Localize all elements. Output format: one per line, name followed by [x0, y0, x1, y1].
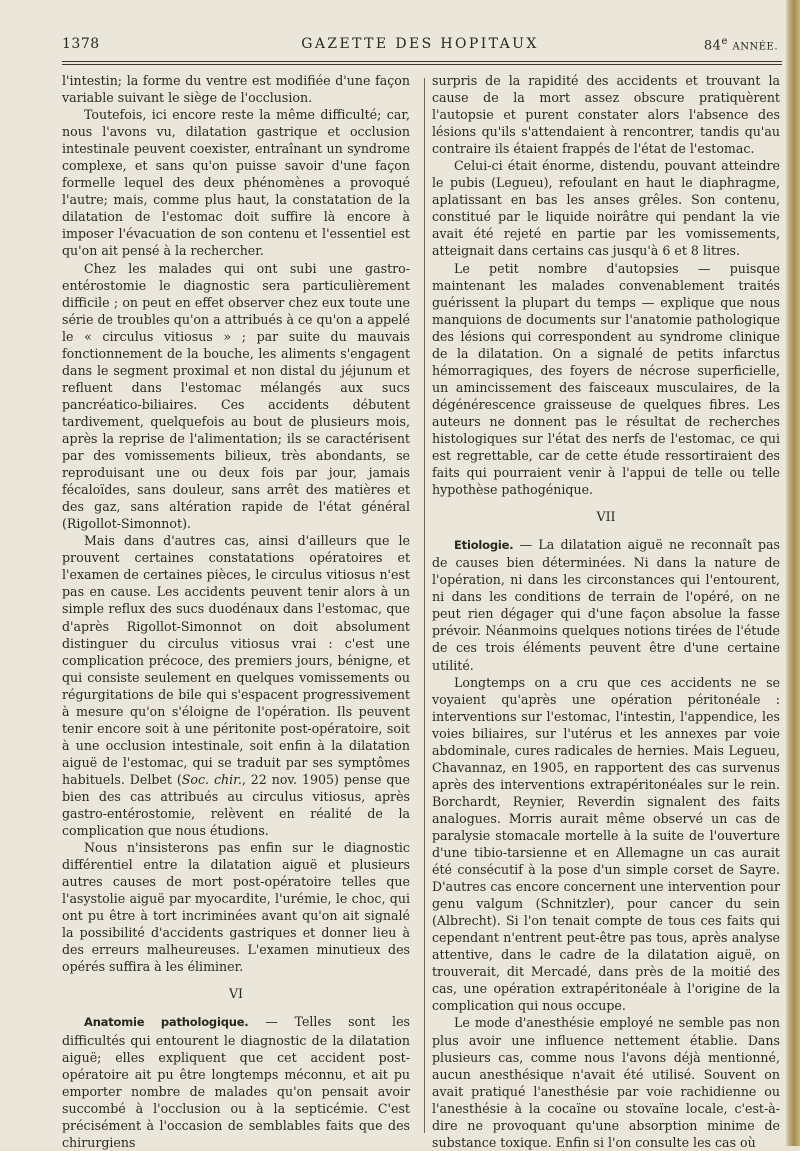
- year-number: 84: [703, 38, 722, 54]
- section-title: Anatomie pathologique.: [84, 1015, 249, 1030]
- paragraph: Le petit nombre d'autopsies — puisque maintenant les malades convenablement traités guérissent la plupart du temps — explique que nous manquions de documents sur l'anatomie pathologique des lésions qui correspondent au syndrome clinique de la dilatation. On a signalé de petits infarctus hémorragiques, des foyers de nécrose superficielle, un amincissement des faisceaux musculaires, de la dégénérescence graisseuse de quelques fibres. Les auteurs ne donnent pas le résultat de recherches histologiques sur l'état des nerfs de l'estomac, ce qui est regrettable, car de cette étude ressortiraient des faits qui pourraient venir à l'appui de telle ou telle hypothèse pathogénique.: [432, 260, 780, 498]
- running-header: [62, 34, 778, 58]
- paragraph: [62, 532, 410, 839]
- paragraph: [432, 536, 780, 673]
- paragraph-text: , 22 nov. 1905) pense que bien des cas attribués au circulus vitiosus, après gastro-entérostomie, relèvent en réalité de la complication que nous étudions.: [62, 771, 410, 839]
- paragraph-text: — La dilatation aiguë ne reconnaît pas de causes bien déterminées. Ni dans la nature de l'opération, ni dans les circonstances qui l'entourent, ni dans les conditions de terrain de l'opéré, on ne peut rien dégager qui d'une façon absolue la fasse prévoir. Néanmoins quelques notions tirées de l'étude de ces trois éléments peuvent être d'une certaine utilité.: [432, 537, 780, 673]
- paragraph: Toutefois, ici encore reste la même difficulté; car, nous l'avons vu, dilatation gastrique et occlusion intestinale peuvent coexister, entraînant un syndrome complexe, et sans qu'on puisse savoir d'une façon formelle lequel des deux phénomènes a provoqué l'autre; mais, comme plus haut, la constatation de la dilatation de l'estomac doit suffire là encore à imposer l'évacuation de son contenu et l'essentiel est qu'on ait pensé à la rechercher.: [62, 107, 410, 259]
- paragraph: Celui-ci était énorme, distendu, pouvant atteindre le pubis (Legueu), refoulant en haut le diaphragme, aplatissant en bas les anses grêles. Son contenu, constitué par le liquide noirâtre qui pendant la vie avait été rejeté en partie par les vomissements, atteignait dans certains cas jusqu'à 6 et 8 litres.: [432, 158, 780, 259]
- paragraph: Nous n'insisterons pas enfin sur le diagnostic différentiel entre la dilatation aiguë et plusieurs autres causes de mort post-opératoire telles que l'asystolie aiguë par myocardite, l'urémie, le choc, qui ont pu être à tort incriminées avant qu'on ait signalé la possibilité d'accidents gastriques et donner lieu à des erreurs malheureuses. L'examen minutieux des opérés suffira à les éliminer.: [62, 840, 410, 975]
- section-title: Etiologie.: [454, 538, 514, 553]
- paragraph-text: Mais dans d'autres cas, ainsi d'ailleurs que le prouvent certaines constatations opératoires et l'examen de certaines pièces, le circulus vitiosus n'est pas en cause. Les accidents peuvent tenir alors à un simple reflux des sucs duodénaux dans l'estomac, que d'après Rigollot-Simonnot on doit absolument distinguer du circulus vitiosus vrai : c'est une complication précoce, des premiers jours, bénigne, et qui consiste seulement en quelques vomissements ou régurgitations de bile qui s'espacent progressivement à mesure qu'on s'éloigne de l'opération. Ils peuvent tenir encore soit à une péritonite post-opératoire, soit à une occlusion intestinale, soit enfin à la dilatation aiguë de l'estomac, qui se traduit par ses symptômes habituels. Delbet (: [62, 533, 410, 787]
- paragraph: Longtemps on a cru que ces accidents ne se voyaient qu'après une opération péritonéale : interventions sur l'estomac, l'intestin, l'appendice, les voies biliaires, sur l'utérus et les annexes par voie abdominale, cures radicales de hernies. Mais Legueu, Chavannaz, en 1905, en rapportent des cas survenus après des interventions extrapéritonéales sur le rein. Borchardt, Reynier, Reverdin signalent des faits analogues. Morris aurait même observé un cas de paralysie stomacale mortelle à la suite de l'ouverture d'une tibio-tarsienne et en Allemagne un cas aurait été consécutif à la pose d'un simple corset de Sayre. D'autres cas encore concernent une intervention pour genu valgum (Schnitzler), pour cancer du sein (Albrecht). Si l'on tenait compte de tous ces faits qui cependant n'entrent peut-être pas tous, après analyse attentive, dans le cadre de la dilatation aiguë, on trouverait, dit Mercadé, dans près de la moitié des cas, une opération extrapéritonéale à l'origine de la complication qui nous occupe.: [432, 674, 780, 1014]
- paragraph: surpris de la rapidité des accidents et trouvant la cause de la mort assez obscure pratiquèrent l'autopsie et purent constater alors l'absence des lésions qu'ils s'attendaient à rencontrer, tandis qu'au contraire ils étaient frappés de l'état de l'estomac.: [432, 73, 780, 157]
- paragraph: Le mode d'anesthésie employé ne semble pas non plus avoir une influence nettement établie. Dans plusieurs cas, comme nous l'avons déjà mentionné, aucun anesthésique n'avait été utilisé. Souvent on avait pratiqué l'anesthésie par voie rachidienne ou l'anesthésie à la cocaïne ou stovaïne locale, c'est-à-dire ne provoquant qu'une absorption minime de substance toxique. Enfin si l'on consulte les cas où: [432, 1015, 780, 1150]
- header-rule-double: [62, 64, 782, 65]
- journal-year: [704, 36, 778, 53]
- page-edge: [786, 0, 800, 1146]
- paragraph: Chez les malades qui ont subi une gastro-entérostomie le diagnostic sera particulièrement difficile ; on peut en effet observer chez eux toute une série de troubles qu'on a attribués à ce qu'on a appelé le « circulus vitiosus » ; par suite du mauvais fonctionnement de la bouche, les aliments s'engagent dans le segment proximal et non distal du jéjunum et refluent dans l'estomac mélangés aux sucs pancréatico-biliaires. Ces accidents débutent tardivement, quelquefois au bout de plusieurs mois, après la reprise de l'alimentation; ils se caractérisent par des vomissements bilieux, très abondants, se reproduisant une ou deux fois par jour, jamais fécaloïdes, sans douleur, sans arrêt des matières et des gaz, sans altération rapide de l'état général (Rigollot-Simonnot).: [62, 260, 410, 532]
- citation: Soc. chir.: [181, 771, 242, 787]
- section-heading: VII: [596, 509, 616, 525]
- journal-title: GAZETTE DES HOPITAUX: [301, 36, 539, 52]
- header-rule: [62, 61, 782, 62]
- section-heading: VI: [228, 986, 244, 1002]
- page-number: 1378: [62, 36, 100, 52]
- right-column: [432, 72, 780, 1151]
- paragraph: [62, 1013, 410, 1150]
- paragraph: l'intestin; la forme du ventre est modifiée d'une façon variable suivant le siège de l'occlusion.: [62, 73, 410, 106]
- year-word: ANNÉE.: [732, 41, 778, 53]
- left-column: [62, 72, 410, 1151]
- year-superscript: e: [721, 36, 728, 47]
- paragraph-text: — Telles sont les difficultés qui entourent le diagnostic de la dilatation aiguë; elles expliquent que cet accident post-opératoire ait pu être longtemps méconnu, et ait pu emporter nombre de malades qu'on pensait avoir succombé à l'occlusion ou à la septicémie. C'est précisément à l'occasion de semblables faits que des chirurgiens: [62, 1014, 410, 1150]
- column-divider: [424, 78, 425, 1133]
